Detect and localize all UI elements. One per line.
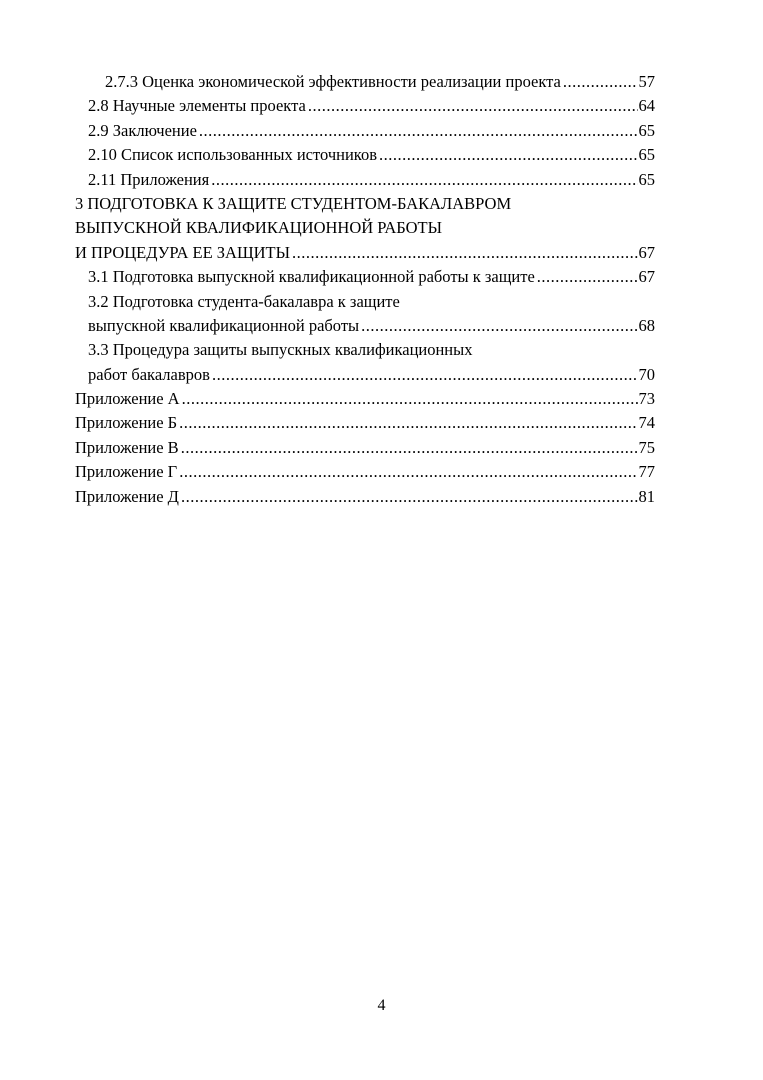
toc-entry-3-3-line-1: 3.3 Процедура защиты выпускных квалификационных xyxy=(88,340,473,360)
toc-entry-title: И ПРОЦЕДУРА ЕЕ ЗАЩИТЫ xyxy=(75,242,290,262)
toc-entry-title: Приложение Г xyxy=(75,462,178,482)
toc-entry-3-3-line-2 xyxy=(75,363,655,387)
toc-entry-appendix-v xyxy=(75,436,655,460)
page-number: 4 xyxy=(377,997,386,1014)
toc-entry-2-10 xyxy=(75,143,655,167)
table-of-contents xyxy=(75,70,655,509)
toc-dot-leader xyxy=(181,485,638,509)
toc-entry-page: 67 xyxy=(638,242,655,262)
toc-entry-title: Приложение А xyxy=(75,389,180,409)
toc-dot-leader xyxy=(211,168,637,192)
toc-entry-page: 65 xyxy=(638,169,655,189)
toc-entry-page: 77 xyxy=(638,462,655,482)
toc-entry-title: работ бакалавров xyxy=(88,364,210,384)
toc-dot-leader xyxy=(563,70,638,94)
toc-entry-2-8 xyxy=(75,94,655,118)
toc-entry-page: 73 xyxy=(638,389,655,409)
toc-entry-title: 2.8 Научные элементы проекта xyxy=(88,96,306,116)
toc-entry-2-11 xyxy=(75,168,655,192)
toc-dot-leader xyxy=(199,119,638,143)
toc-dot-leader xyxy=(179,460,637,484)
toc-chapter-3-heading-line-2: ВЫПУСКНОЙ КВАЛИФИКАЦИОННОЙ РАБОТЫ xyxy=(75,218,443,238)
toc-chapter-3-heading-line-3 xyxy=(75,241,655,265)
toc-dot-leader xyxy=(182,387,638,411)
toc-entry-page: 74 xyxy=(638,413,655,433)
toc-entry-page: 65 xyxy=(638,120,655,140)
toc-entry-page: 70 xyxy=(638,364,655,384)
toc-dot-leader xyxy=(292,241,638,265)
toc-entry-title: 2.7.3 Оценка экономической эффективности реализации проекта xyxy=(105,72,561,91)
toc-dot-leader xyxy=(379,143,638,167)
toc-entry-3-1 xyxy=(75,265,655,289)
toc-entry-title: 2.11 Приложения xyxy=(88,169,210,189)
toc-chapter-3-heading-line-1: 3 ПОДГОТОВКА К ЗАЩИТЕ СТУДЕНТОМ-БАКАЛАВРОМ xyxy=(75,193,512,213)
toc-dot-leader xyxy=(361,314,637,338)
toc-entry-3-2-line-2 xyxy=(75,314,655,338)
toc-entry-title: Приложение Д xyxy=(75,486,179,506)
toc-entry-appendix-a xyxy=(75,387,655,411)
toc-entry-title: 2.10 Список использованных источников xyxy=(88,145,377,165)
toc-entry-2-9 xyxy=(75,119,655,143)
toc-entry-title: Приложение Б xyxy=(75,413,178,433)
toc-dot-leader xyxy=(308,94,638,118)
toc-entry-3-2-line-1: 3.2 Подготовка студента-бакалавра к защите xyxy=(88,291,400,311)
toc-dot-leader xyxy=(212,363,638,387)
toc-entry-2-7-3 xyxy=(75,70,655,94)
toc-entry-page: 57 xyxy=(638,72,655,91)
toc-entry-page: 68 xyxy=(638,315,655,335)
toc-dot-leader xyxy=(179,411,637,435)
toc-dot-leader xyxy=(537,265,638,289)
toc-dot-leader xyxy=(181,436,638,460)
toc-entry-title: выпускной квалификационной работы xyxy=(88,315,360,335)
toc-entry-appendix-b xyxy=(75,411,655,435)
toc-entry-appendix-d xyxy=(75,485,655,509)
toc-entry-page: 75 xyxy=(638,437,655,457)
toc-entry-title: 2.9 Заключение xyxy=(88,120,197,140)
toc-entry-page: 64 xyxy=(638,96,655,116)
toc-entry-title: 3.1 Подготовка выпускной квалификационной работы к защите xyxy=(88,267,535,287)
toc-entry-page: 65 xyxy=(638,145,655,165)
toc-entry-appendix-g xyxy=(75,460,655,484)
toc-entry-page: 81 xyxy=(638,486,655,506)
toc-entry-title: Приложение В xyxy=(75,437,179,457)
toc-entry-page: 67 xyxy=(638,267,655,287)
